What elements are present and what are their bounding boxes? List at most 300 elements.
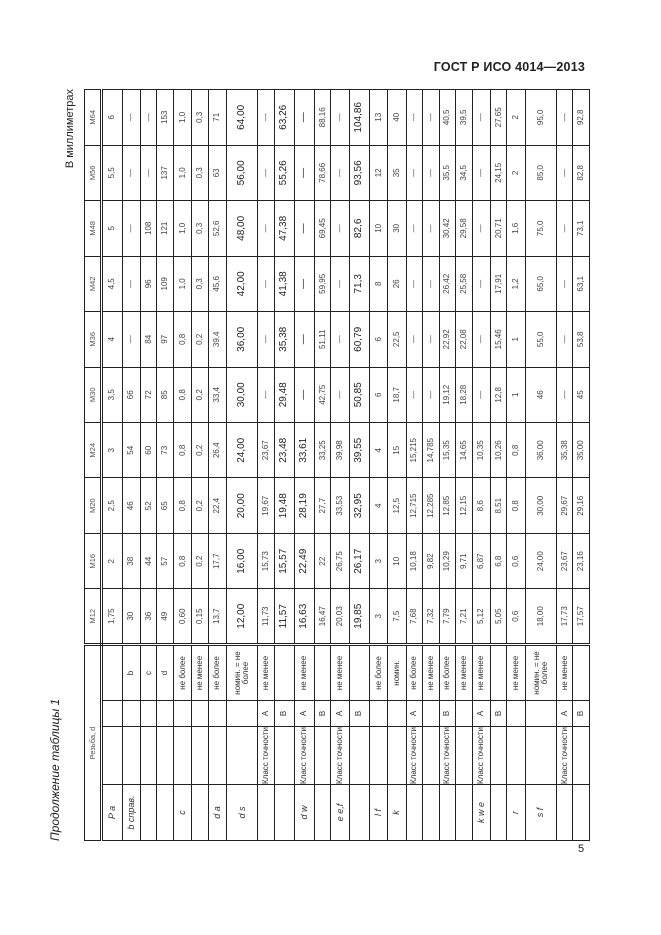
table-cell: 88,16 [314, 90, 330, 146]
table-cell: 54 [122, 423, 140, 478]
row-limit-label: не менее [423, 644, 439, 700]
table-cell: 34,5 [456, 145, 472, 200]
table-cell: 0,8 [173, 367, 191, 422]
table-cell: — [406, 312, 422, 367]
table-cell: 15,35 [439, 423, 455, 478]
table-cell: — [122, 90, 140, 146]
table-cell: 24,00 [227, 423, 258, 478]
table-cell: 44 [140, 533, 156, 588]
table-cell: 15,46 [490, 312, 506, 367]
table-cell: 36,00 [525, 423, 556, 478]
row-limit-label: не менее [472, 644, 490, 700]
table-cell: — [331, 367, 349, 422]
row-limit-label: номин. [388, 644, 406, 700]
row-class-letter: A [331, 701, 349, 727]
size-header: M48 [85, 201, 102, 256]
table-cell: — [294, 90, 314, 146]
table-cell: 50,85 [349, 367, 369, 422]
table-cell: 19,48 [274, 478, 294, 533]
table-cell: — [258, 201, 274, 256]
table-row [423, 90, 439, 841]
table-cell: 26,4 [208, 423, 226, 478]
table-cell: 47,38 [274, 201, 294, 256]
row-limit-label: не более [208, 644, 226, 700]
row-symbol [423, 785, 439, 841]
row-class-label [369, 727, 387, 785]
table-cell: 48,00 [227, 201, 258, 256]
table-cell: 35,38 [274, 312, 294, 367]
table-cell: — [472, 145, 490, 200]
row-class-label [274, 727, 294, 785]
table-cell: — [294, 367, 314, 422]
table-cell: — [294, 256, 314, 311]
table-cell: 35,5 [439, 145, 455, 200]
table-cell: — [406, 145, 422, 200]
table-cell: 7,5 [388, 589, 406, 644]
table-cell: 12,15 [456, 478, 472, 533]
table-row [157, 90, 173, 841]
table-cell: 8,51 [490, 478, 506, 533]
table-cell: 33,4 [208, 367, 226, 422]
row-symbol: c [173, 785, 191, 841]
table-cell: 18,7 [388, 367, 406, 422]
table-cell: 30 [122, 589, 140, 644]
row-class-letter [388, 701, 406, 727]
row-limit-label [349, 644, 369, 700]
table-cell: 40 [388, 90, 406, 146]
table-cell: 72 [140, 367, 156, 422]
table-cell: 85,0 [525, 145, 556, 200]
table-cell: — [472, 201, 490, 256]
size-header: M56 [85, 145, 102, 200]
row-class-letter: B [439, 701, 455, 727]
row-symbol: s f [525, 785, 556, 841]
table-cell: 22,92 [439, 312, 455, 367]
table-cell: — [122, 256, 140, 311]
table-cell: 0,8 [507, 478, 525, 533]
table-cell: 108 [140, 201, 156, 256]
size-header: M36 [85, 312, 102, 367]
table-cell: 8,6 [472, 478, 490, 533]
table-row [439, 90, 455, 841]
table-cell: — [472, 367, 490, 422]
table-cell: 39,5 [456, 90, 472, 146]
table-cell: 7,32 [423, 589, 439, 644]
row-class-letter: B [349, 701, 369, 727]
table-cell: 0,2 [192, 312, 208, 367]
row-class-letter [227, 701, 258, 727]
row-class-letter: A [294, 701, 314, 727]
row-limit-label: d [157, 644, 173, 700]
table-cell: 4 [369, 423, 387, 478]
row-symbol: e e,f [331, 785, 349, 841]
table-cell: 85 [157, 367, 173, 422]
table-cell: 39,4 [208, 312, 226, 367]
size-header: M16 [85, 533, 102, 588]
table-cell: 53,8 [573, 312, 590, 367]
row-limit-label: не менее [331, 644, 349, 700]
table-cell: 7,79 [439, 589, 455, 644]
table-cell: 7,21 [456, 589, 472, 644]
table-cell: 9,82 [423, 533, 439, 588]
table-cell: — [556, 90, 572, 146]
table-cell: 29,16 [573, 478, 590, 533]
table-cell: 12,00 [227, 589, 258, 644]
table-cell: 82,6 [349, 201, 369, 256]
table-cell: 2,5 [102, 478, 122, 533]
table-cell: 0,60 [173, 589, 191, 644]
table-row [294, 90, 314, 841]
row-limit-label [573, 644, 590, 700]
table-cell: 9,71 [456, 533, 472, 588]
row-class-label: Класс точности [439, 727, 455, 785]
document-title: ГОСТ Р ИСО 4014—2013 [433, 60, 585, 74]
thread-header: Резьба, d [85, 644, 102, 840]
table-cell: 96 [140, 256, 156, 311]
row-symbol: d w [294, 785, 314, 841]
table-cell: 23,67 [258, 423, 274, 478]
table-cell: 5 [102, 201, 122, 256]
table-cell: 12,8 [490, 367, 506, 422]
table-row [456, 90, 472, 841]
table-cell: 7,68 [406, 589, 422, 644]
row-class-label [173, 727, 191, 785]
table-cell: 0,8 [507, 423, 525, 478]
units-label: В миллиметрах [64, 89, 76, 169]
table-cell: 1 [507, 312, 525, 367]
table-caption: Продолжение таблицы 1 [48, 698, 62, 841]
table-cell: 97 [157, 312, 173, 367]
row-class-letter [423, 701, 439, 727]
table-cell: 3 [102, 423, 122, 478]
table-cell: 12,715 [406, 478, 422, 533]
table-cell: 2 [507, 90, 525, 146]
table-cell: — [556, 145, 572, 200]
row-class-label: Класс точности [472, 727, 490, 785]
table-cell: — [331, 312, 349, 367]
table-cell: 22,4 [208, 478, 226, 533]
table-cell: 29,58 [456, 201, 472, 256]
table-cell: — [258, 312, 274, 367]
table-cell: — [423, 201, 439, 256]
table-cell: 1,2 [507, 256, 525, 311]
table-cell: 10,26 [490, 423, 506, 478]
table-row [507, 90, 525, 841]
table-cell: 55,26 [274, 145, 294, 200]
size-header: M12 [85, 589, 102, 644]
table-cell: 0,8 [173, 423, 191, 478]
table-cell: 51,11 [314, 312, 330, 367]
table-cell: 22 [314, 533, 330, 588]
table-cell: — [472, 90, 490, 146]
table-cell: 1,6 [507, 201, 525, 256]
table-row [314, 90, 330, 841]
table-row [258, 90, 274, 841]
table-cell: 23,48 [274, 423, 294, 478]
table-cell: 45 [573, 367, 590, 422]
row-limit-label [314, 644, 330, 700]
table-cell: 0,2 [192, 367, 208, 422]
table-row [227, 90, 258, 841]
row-symbol: b справ. [122, 785, 140, 841]
table-cell: 14,785 [423, 423, 439, 478]
table-cell: 45,6 [208, 256, 226, 311]
table-cell: 11,73 [258, 589, 274, 644]
row-class-letter [192, 701, 208, 727]
row-symbol [406, 785, 422, 841]
table-cell: 35,00 [573, 423, 590, 478]
table-cell: — [423, 367, 439, 422]
table-cell: — [556, 367, 572, 422]
row-class-label: Класс точности [556, 727, 572, 785]
table-cell: 40,5 [439, 90, 455, 146]
table-cell: 19,85 [349, 589, 369, 644]
row-symbol [140, 785, 156, 841]
row-symbol [192, 785, 208, 841]
table-cell: 3 [369, 589, 387, 644]
table-row [525, 90, 556, 841]
table-cell: — [122, 201, 140, 256]
table-cell: 4 [102, 312, 122, 367]
table-cell: 35 [388, 145, 406, 200]
row-class-letter: A [556, 701, 572, 727]
table-cell: — [294, 145, 314, 200]
table-cell: 39,98 [331, 423, 349, 478]
table-cell: — [122, 145, 140, 200]
table-cell: 6,8 [490, 533, 506, 588]
table-cell: 14,65 [456, 423, 472, 478]
table-cell: — [294, 312, 314, 367]
row-class-label [349, 727, 369, 785]
table-cell: 84 [140, 312, 156, 367]
table-cell: 56,00 [227, 145, 258, 200]
row-limit-label: не более [173, 644, 191, 700]
table-cell: 15,57 [274, 533, 294, 588]
size-header: M24 [85, 423, 102, 478]
row-limit-label: номин. = не более [227, 644, 258, 700]
table-cell: — [331, 90, 349, 146]
table-cell: 26 [388, 256, 406, 311]
table-cell: 32,95 [349, 478, 369, 533]
table-cell: 17,73 [556, 589, 572, 644]
table-cell: 49 [157, 589, 173, 644]
row-limit-label: не менее [456, 644, 472, 700]
table-row [192, 90, 208, 841]
row-class-label: Класс точности [294, 727, 314, 785]
table-cell: 6 [369, 312, 387, 367]
table-cell: 42,75 [314, 367, 330, 422]
row-class-letter [208, 701, 226, 727]
rotated-table-block [48, 89, 590, 841]
row-limit-label: не более [369, 644, 387, 700]
row-limit-label: не менее [258, 644, 274, 700]
table-cell: 16,00 [227, 533, 258, 588]
row-class-letter [456, 701, 472, 727]
table-cell: 66 [122, 367, 140, 422]
table-cell: 39,55 [349, 423, 369, 478]
row-symbol [456, 785, 472, 841]
table-cell: 52 [140, 478, 156, 533]
table-row [331, 90, 349, 841]
table-cell: 46 [525, 367, 556, 422]
table-cell: 22,49 [294, 533, 314, 588]
row-class-label [388, 727, 406, 785]
table-cell: — [472, 312, 490, 367]
table-cell: 33,53 [331, 478, 349, 533]
row-symbol [573, 785, 590, 841]
table-cell: 3 [369, 533, 387, 588]
table-cell: — [423, 90, 439, 146]
table-cell: 121 [157, 201, 173, 256]
table-cell: 71 [208, 90, 226, 146]
table-cell: 13,7 [208, 589, 226, 644]
table-cell: 0,8 [173, 533, 191, 588]
row-class-letter [369, 701, 387, 727]
size-header: M30 [85, 367, 102, 422]
table-cell: 19,12 [439, 367, 455, 422]
table-cell: 60 [140, 423, 156, 478]
table-cell: 18,00 [525, 589, 556, 644]
row-class-label [423, 727, 439, 785]
table-row [369, 90, 387, 841]
row-class-letter: A [472, 701, 490, 727]
table-cell: 30,42 [439, 201, 455, 256]
row-limit-label: не более [439, 644, 455, 700]
table-cell: 0,6 [507, 589, 525, 644]
table-cell: 36 [140, 589, 156, 644]
row-class-label [157, 727, 173, 785]
table-cell: 22,5 [388, 312, 406, 367]
table-cell: 27,7 [314, 478, 330, 533]
table-cell: 63 [208, 145, 226, 200]
table-cell: 10 [369, 201, 387, 256]
table-cell: 137 [157, 145, 173, 200]
table-row [472, 90, 490, 841]
table-cell: 0,3 [192, 145, 208, 200]
row-class-letter: B [490, 701, 506, 727]
table-cell: 57 [157, 533, 173, 588]
table-cell: 19,67 [258, 478, 274, 533]
row-class-letter [102, 701, 122, 727]
row-symbol: d a [208, 785, 226, 841]
row-symbol [314, 785, 330, 841]
row-class-label [490, 727, 506, 785]
table-cell: 33,61 [294, 423, 314, 478]
table-cell: 11,57 [274, 589, 294, 644]
table-cell: 5,12 [472, 589, 490, 644]
table-row [102, 90, 122, 841]
row-limit-label: не менее [556, 644, 572, 700]
table-cell: 20,00 [227, 478, 258, 533]
table-cell: — [406, 201, 422, 256]
table-cell: — [258, 256, 274, 311]
table-cell: — [556, 201, 572, 256]
table-cell: 60,79 [349, 312, 369, 367]
table-cell: 5,05 [490, 589, 506, 644]
table-row [208, 90, 226, 841]
table-cell: 95,0 [525, 90, 556, 146]
table-cell: 65,0 [525, 256, 556, 311]
table-cell: 33,25 [314, 423, 330, 478]
table-cell: 10,29 [439, 533, 455, 588]
row-class-label [573, 727, 590, 785]
table-cell: 24,15 [490, 145, 506, 200]
row-class-letter [122, 701, 140, 727]
table-cell: 16,47 [314, 589, 330, 644]
size-header: M20 [85, 478, 102, 533]
table-cell: — [406, 90, 422, 146]
row-class-label [140, 727, 156, 785]
table-cell: 0,15 [192, 589, 208, 644]
table-cell: 93,56 [349, 145, 369, 200]
table-cell: 0,2 [192, 423, 208, 478]
table-cell: 12,5 [388, 478, 406, 533]
row-class-letter [173, 701, 191, 727]
table-cell: — [258, 367, 274, 422]
table-cell: 26,17 [349, 533, 369, 588]
table-cell: 22,08 [456, 312, 472, 367]
row-limit-label: не менее [192, 644, 208, 700]
table-cell: 46 [122, 478, 140, 533]
table-cell: 8 [369, 256, 387, 311]
table-cell: 35,38 [556, 423, 572, 478]
table-cell: 104,86 [349, 90, 369, 146]
table-cell: 36,00 [227, 312, 258, 367]
table-cell: 25,58 [456, 256, 472, 311]
table-cell: 30,00 [227, 367, 258, 422]
size-header: M42 [85, 256, 102, 311]
table-cell: — [140, 90, 156, 146]
table-cell: 1,0 [173, 90, 191, 146]
table-row [122, 90, 140, 841]
table-cell: 3,5 [102, 367, 122, 422]
table-cell: 10,35 [472, 423, 490, 478]
row-class-label: Класс точности [331, 727, 349, 785]
table-cell: 0,8 [173, 312, 191, 367]
table-cell: 6,87 [472, 533, 490, 588]
row-limit-label [490, 644, 506, 700]
table-cell: 63,26 [274, 90, 294, 146]
row-symbol [274, 785, 294, 841]
table-cell: 92,8 [573, 90, 590, 146]
table-cell: 15 [388, 423, 406, 478]
table-cell: 4 [369, 478, 387, 533]
table-cell: 0,2 [192, 533, 208, 588]
table-cell: 1,0 [173, 145, 191, 200]
table-cell: 30,00 [525, 478, 556, 533]
table-cell: 13 [369, 90, 387, 146]
table-cell: 6 [369, 367, 387, 422]
table-cell: 27,65 [490, 90, 506, 146]
table-cell: 15,73 [258, 533, 274, 588]
table-cell: 1 [507, 367, 525, 422]
table-cell: 52,6 [208, 201, 226, 256]
row-class-letter [525, 701, 556, 727]
table-cell: 26,42 [439, 256, 455, 311]
row-symbol [490, 785, 506, 841]
table-cell: 12 [369, 145, 387, 200]
table-row [556, 90, 572, 841]
table-row [388, 90, 406, 841]
table-row [173, 90, 191, 841]
row-class-label [192, 727, 208, 785]
table-cell: 23,67 [556, 533, 572, 588]
table-cell: 59,95 [314, 256, 330, 311]
table-cell: — [406, 256, 422, 311]
row-class-label [102, 727, 122, 785]
table-cell: 41,38 [274, 256, 294, 311]
table-cell: — [331, 201, 349, 256]
